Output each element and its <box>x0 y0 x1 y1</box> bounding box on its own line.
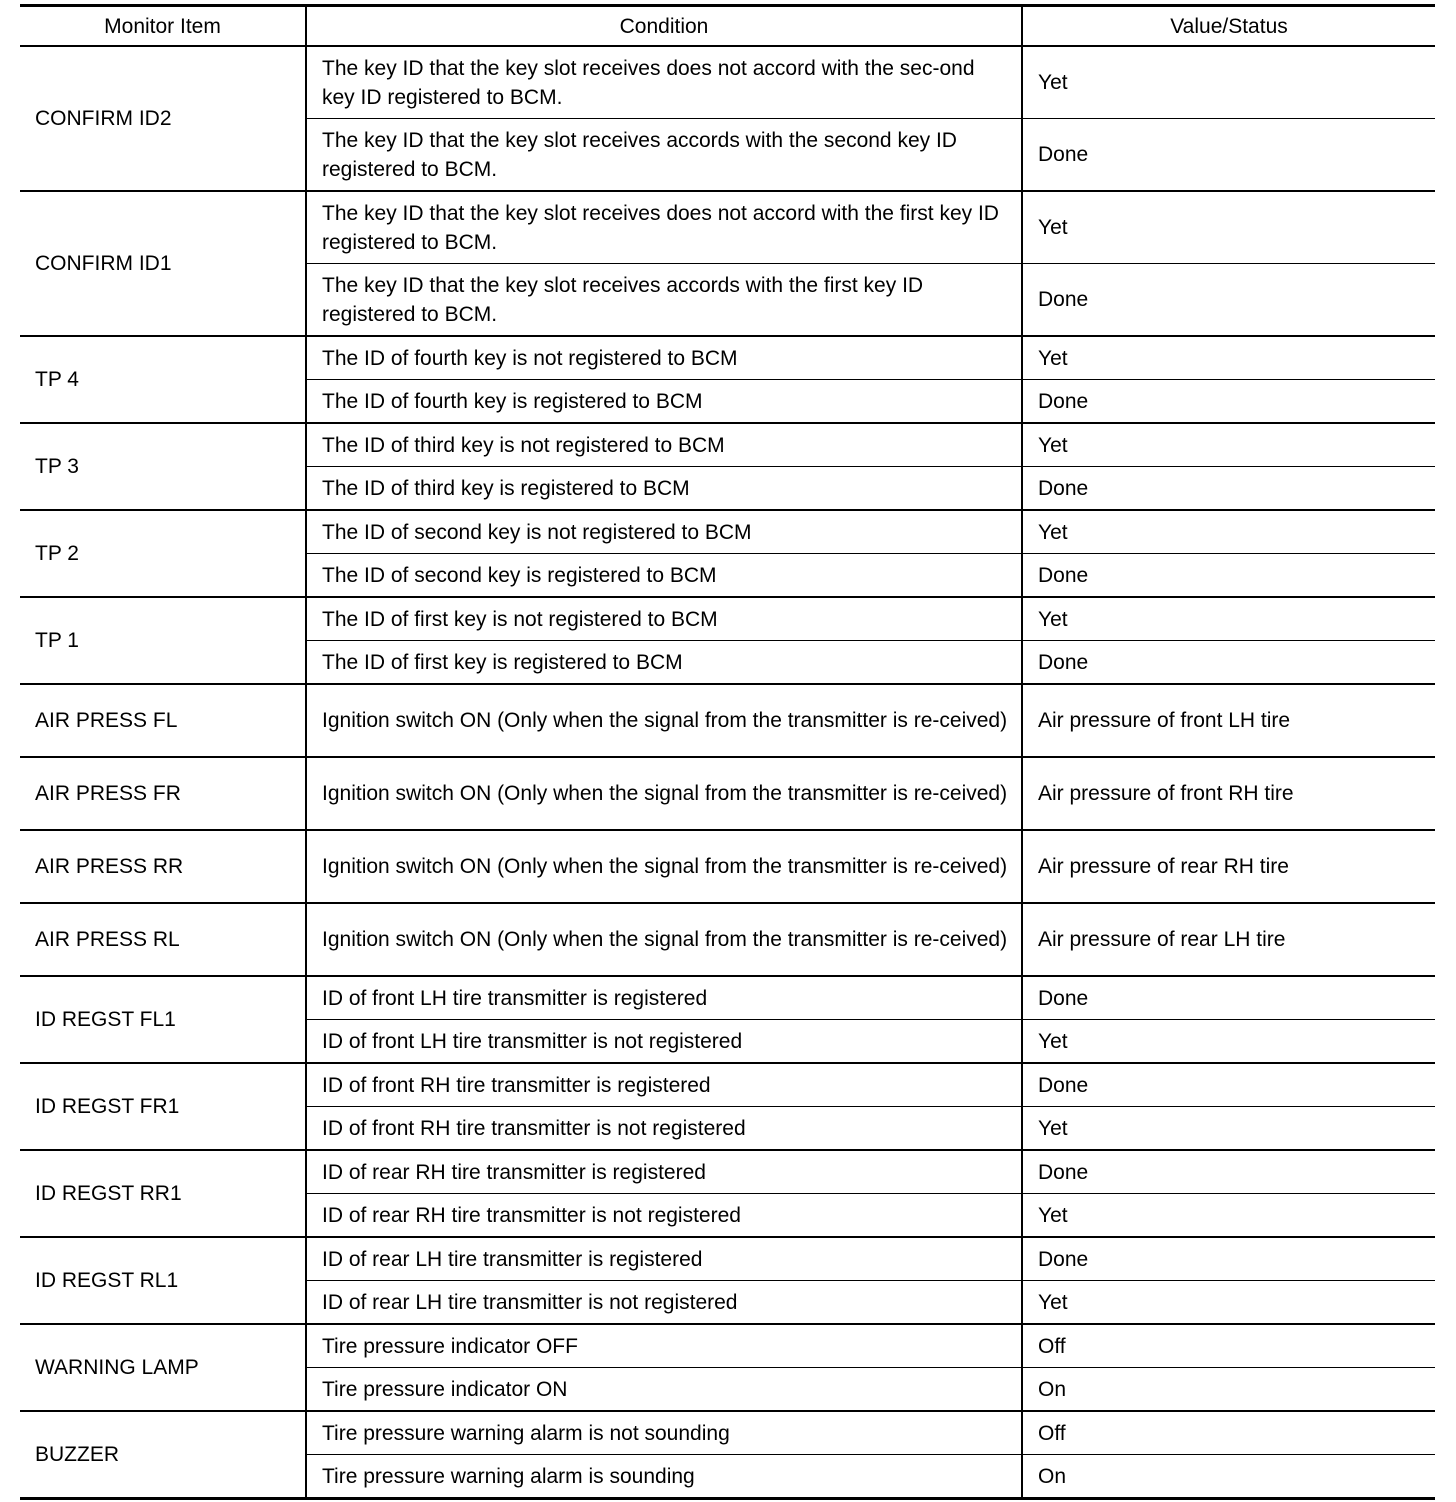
table-row <box>20 336 1435 380</box>
table-row <box>20 1237 1435 1281</box>
table-row <box>20 903 1435 976</box>
condition-cell: The ID of fourth key is not registered to BCM <box>306 336 1022 380</box>
value-status-cell: Yet <box>1022 46 1435 119</box>
value-status-cell: Done <box>1022 119 1435 192</box>
table-row <box>20 423 1435 467</box>
table-row <box>20 1411 1435 1455</box>
value-status-cell: Air pressure of front LH tire <box>1022 684 1435 757</box>
header-row <box>20 6 1435 47</box>
condition-cell: ID of front RH tire transmitter is registered <box>306 1063 1022 1107</box>
condition-cell: ID of rear LH tire transmitter is not registered <box>306 1281 1022 1325</box>
table-row <box>20 684 1435 757</box>
value-status-cell: Yet <box>1022 191 1435 264</box>
table-row <box>20 1324 1435 1368</box>
value-status-cell: On <box>1022 1455 1435 1499</box>
table-row <box>20 757 1435 830</box>
condition-cell: Tire pressure indicator OFF <box>306 1324 1022 1368</box>
condition-cell: Ignition switch ON (Only when the signal from the transmitter is re-ceived) <box>306 684 1022 757</box>
value-status-cell: Done <box>1022 554 1435 598</box>
value-status-cell: Yet <box>1022 1107 1435 1151</box>
condition-cell: ID of front LH tire transmitter is registered <box>306 976 1022 1020</box>
table-row <box>20 830 1435 903</box>
value-status-cell: Yet <box>1022 597 1435 641</box>
value-status-cell: Yet <box>1022 423 1435 467</box>
condition-cell: The key ID that the key slot receives does not accord with the sec-ond key ID registered to BCM. <box>306 46 1022 119</box>
monitor-item-cell: ID REGST RR1 <box>20 1150 306 1237</box>
value-status-cell: Yet <box>1022 1281 1435 1325</box>
monitor-item-cell: CONFIRM ID1 <box>20 191 306 336</box>
monitor-item-cell: TP 3 <box>20 423 306 510</box>
value-status-cell: Done <box>1022 380 1435 424</box>
condition-cell: The key ID that the key slot receives accords with the second key ID registered to BCM. <box>306 119 1022 192</box>
monitor-item-cell: AIR PRESS FL <box>20 684 306 757</box>
condition-cell: The ID of third key is registered to BCM <box>306 467 1022 511</box>
condition-cell: Ignition switch ON (Only when the signal from the transmitter is re-ceived) <box>306 757 1022 830</box>
value-status-cell: Done <box>1022 264 1435 337</box>
monitor-item-cell: BUZZER <box>20 1411 306 1499</box>
monitor-item-cell: ID REGST FL1 <box>20 976 306 1063</box>
value-status-cell: Done <box>1022 467 1435 511</box>
condition-cell: The ID of first key is not registered to BCM <box>306 597 1022 641</box>
table-row <box>20 46 1435 119</box>
monitor-item-cell: TP 1 <box>20 597 306 684</box>
condition-cell: The ID of second key is not registered to BCM <box>306 510 1022 554</box>
table-row <box>20 1063 1435 1107</box>
monitor-item-cell: CONFIRM ID2 <box>20 46 306 191</box>
value-status-cell: Yet <box>1022 1194 1435 1238</box>
table-row <box>20 597 1435 641</box>
header-monitor-item: Monitor Item <box>20 6 306 47</box>
table-header <box>20 6 1435 47</box>
monitor-item-table <box>20 4 1435 1500</box>
value-status-cell: Done <box>1022 1063 1435 1107</box>
monitor-item-cell: WARNING LAMP <box>20 1324 306 1411</box>
value-status-cell: Yet <box>1022 336 1435 380</box>
value-status-cell: Yet <box>1022 510 1435 554</box>
monitor-item-cell: AIR PRESS RL <box>20 903 306 976</box>
monitor-item-cell: AIR PRESS FR <box>20 757 306 830</box>
value-status-cell: Air pressure of rear RH tire <box>1022 830 1435 903</box>
value-status-cell: Done <box>1022 1237 1435 1281</box>
monitor-item-cell: ID REGST RL1 <box>20 1237 306 1324</box>
table-row <box>20 976 1435 1020</box>
monitor-item-cell: ID REGST FR1 <box>20 1063 306 1150</box>
value-status-cell: Done <box>1022 1150 1435 1194</box>
table-row <box>20 191 1435 264</box>
condition-cell: ID of rear LH tire transmitter is registered <box>306 1237 1022 1281</box>
condition-cell: ID of rear RH tire transmitter is not registered <box>306 1194 1022 1238</box>
condition-cell: Tire pressure warning alarm is sounding <box>306 1455 1022 1499</box>
header-condition: Condition <box>306 6 1022 47</box>
condition-cell: Ignition switch ON (Only when the signal from the transmitter is re-ceived) <box>306 830 1022 903</box>
header-value-status: Value/Status <box>1022 6 1435 47</box>
value-status-cell: Air pressure of front RH tire <box>1022 757 1435 830</box>
condition-cell: Tire pressure indicator ON <box>306 1368 1022 1412</box>
value-status-cell: Done <box>1022 641 1435 685</box>
condition-cell: The key ID that the key slot receives accords with the first key ID registered to BCM. <box>306 264 1022 337</box>
value-status-cell: Yet <box>1022 1020 1435 1064</box>
condition-cell: The ID of second key is registered to BCM <box>306 554 1022 598</box>
value-status-cell: Done <box>1022 976 1435 1020</box>
condition-cell: The key ID that the key slot receives does not accord with the first key ID registered to BCM. <box>306 191 1022 264</box>
monitor-item-cell: TP 4 <box>20 336 306 423</box>
table-row <box>20 510 1435 554</box>
condition-cell: ID of rear RH tire transmitter is registered <box>306 1150 1022 1194</box>
condition-cell: Ignition switch ON (Only when the signal from the transmitter is re-ceived) <box>306 903 1022 976</box>
condition-cell: ID of front RH tire transmitter is not registered <box>306 1107 1022 1151</box>
table-body <box>20 46 1435 1499</box>
value-status-cell: On <box>1022 1368 1435 1412</box>
value-status-cell: Off <box>1022 1324 1435 1368</box>
monitor-item-cell: TP 2 <box>20 510 306 597</box>
monitor-item-cell: AIR PRESS RR <box>20 830 306 903</box>
value-status-cell: Off <box>1022 1411 1435 1455</box>
condition-cell: Tire pressure warning alarm is not sounding <box>306 1411 1022 1455</box>
condition-cell: The ID of first key is registered to BCM <box>306 641 1022 685</box>
condition-cell: The ID of third key is not registered to BCM <box>306 423 1022 467</box>
value-status-cell: Air pressure of rear LH tire <box>1022 903 1435 976</box>
condition-cell: ID of front LH tire transmitter is not registered <box>306 1020 1022 1064</box>
condition-cell: The ID of fourth key is registered to BCM <box>306 380 1022 424</box>
table-row <box>20 1150 1435 1194</box>
